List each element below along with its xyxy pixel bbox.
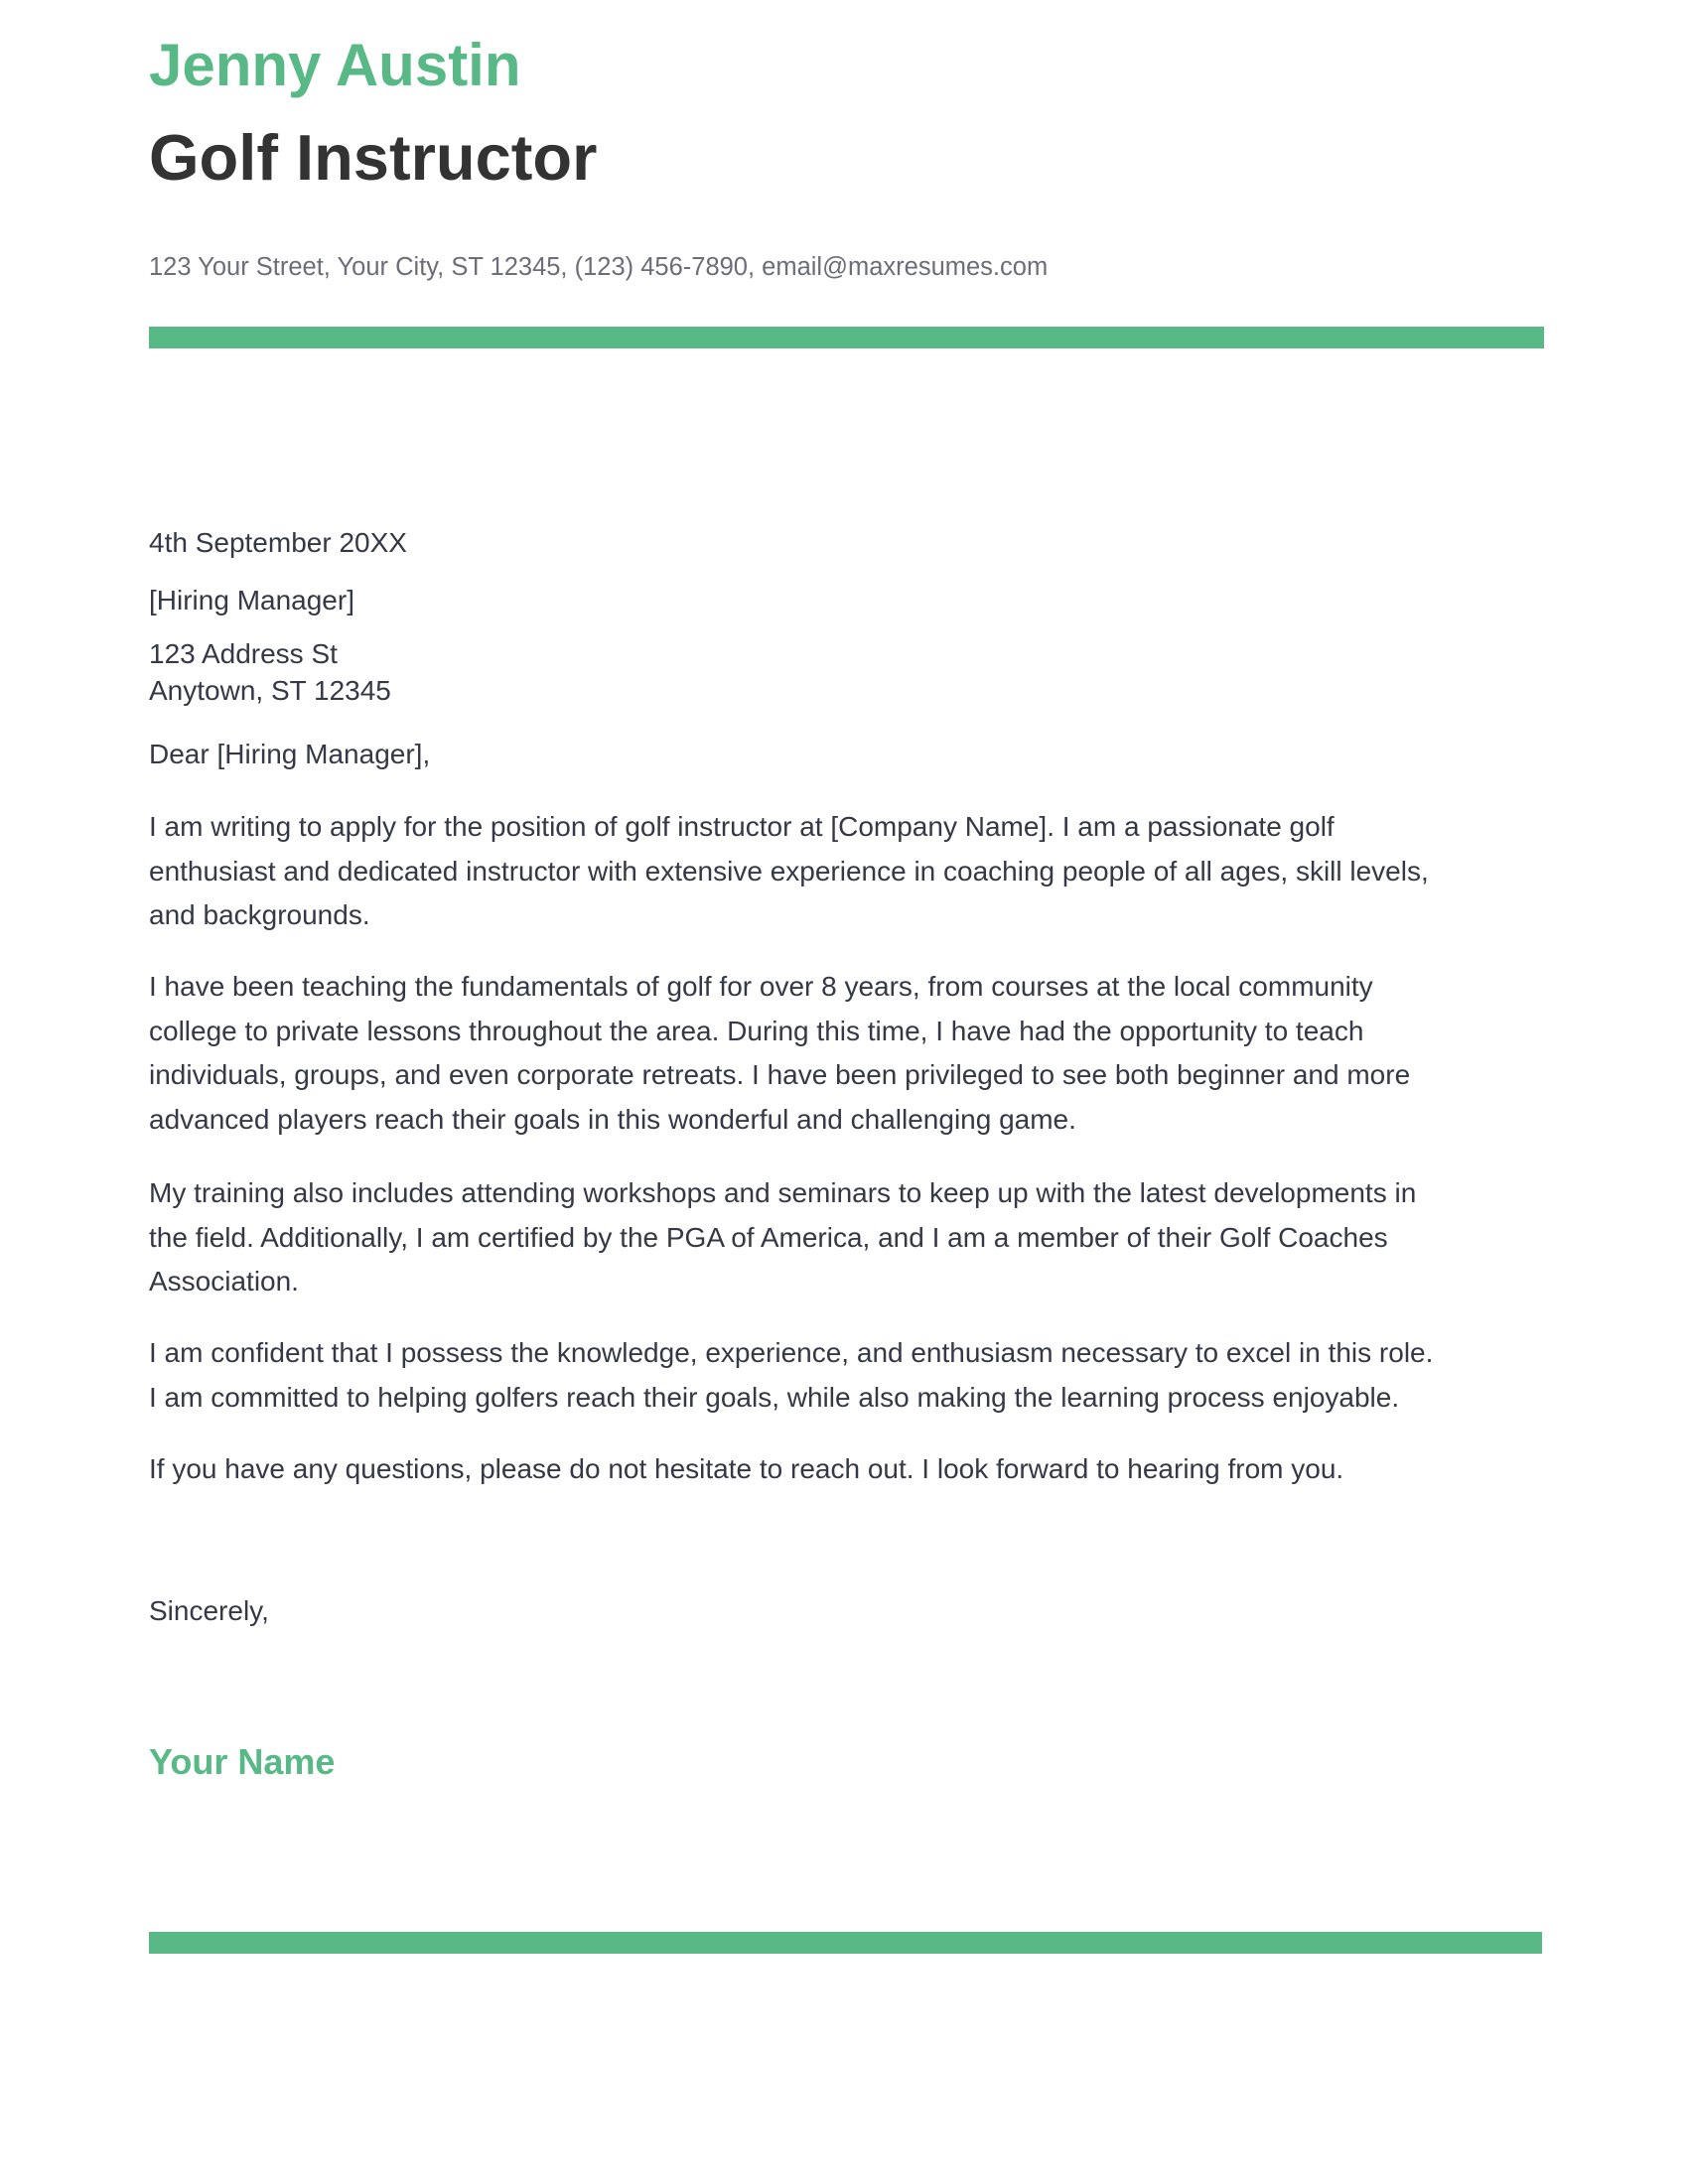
paragraph-line: My training also includes attending workshops and seminars to keep up with the latest developments in <box>149 1177 1417 1208</box>
paragraph-line: I am committed to helping golfers reach their goals, while also making the learning process enjoyable. <box>149 1381 1400 1413</box>
paragraph-5 <box>149 1447 1343 1492</box>
address-line: Anytown, ST 12345 <box>149 675 391 706</box>
applicant-name: Jenny Austin <box>149 32 521 98</box>
paragraph-3 <box>149 1171 1416 1304</box>
paragraph-line: Association. <box>149 1266 299 1297</box>
recipient-name: [Hiring Manager] <box>149 585 354 615</box>
paragraph-line: individuals, groups, and even corporate retreats. I have been privileged to see both beginner and more <box>149 1059 1411 1090</box>
paragraph-line: If you have any questions, please do not hesitate to reach out. I look forward to hearing from you. <box>149 1453 1344 1484</box>
letter-date: 4th September 20XX <box>149 527 407 558</box>
paragraph-line: college to private lessons throughout the area. During this time, I have had the opportunity to teach <box>149 1015 1364 1046</box>
paragraph-line: I have been teaching the fundamentals of golf for over 8 years, from courses at the local community <box>149 971 1373 1002</box>
paragraph-4 <box>149 1331 1433 1420</box>
closing: Sincerely, <box>149 1595 269 1626</box>
paragraph-1 <box>149 805 1429 938</box>
address-line: 123 Address St <box>149 638 338 669</box>
paragraph-2 <box>149 965 1410 1142</box>
job-title: Golf Instructor <box>149 121 598 194</box>
header-divider <box>149 327 1544 348</box>
contact-info: 123 Your Street, Your City, ST 12345, (123) 456-7890, email@maxresumes.com <box>149 253 1049 281</box>
paragraph-line: and backgrounds. <box>149 899 370 930</box>
recipient-address <box>149 635 391 709</box>
paragraph-line: the field. Additionally, I am certified by the PGA of America, and I am a member of their Golf Coaches <box>149 1221 1388 1253</box>
signature-name: Your Name <box>149 1741 336 1782</box>
paragraph-line: I am writing to apply for the position of golf instructor at [Company Name]. I am a passionate golf <box>149 811 1335 842</box>
salutation: Dear [Hiring Manager], <box>149 739 431 769</box>
paragraph-line: I am confident that I possess the knowledge, experience, and enthusiasm necessary to excel in this role. <box>149 1337 1434 1368</box>
footer-divider <box>149 1932 1542 1954</box>
paragraph-line: advanced players reach their goals in this wonderful and challenging game. <box>149 1103 1076 1135</box>
paragraph-line: enthusiast and dedicated instructor with extensive experience in coaching people of all ages, skill levels, <box>149 855 1429 887</box>
